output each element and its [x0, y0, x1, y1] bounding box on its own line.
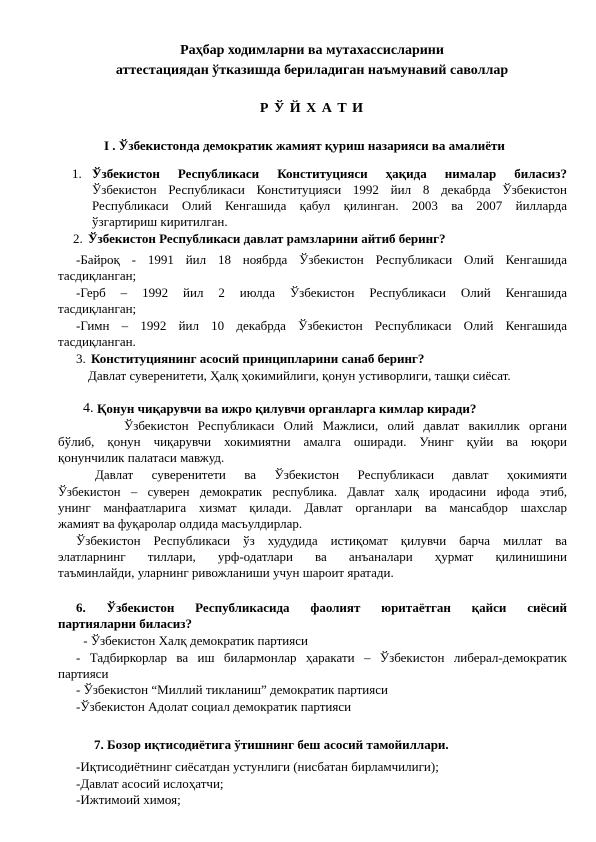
- answer-line: Ўзбекистон Республикаси Конституцияси 1992 йил 8 декабрда Ўзбекистон: [92, 182, 567, 197]
- answer-line: -Ижтимоий химоя;: [76, 792, 181, 807]
- doc-title-line1: Раҳбар ходимларни ва мутахассисларини: [180, 43, 444, 58]
- answer-line: унинг манфаатларига хизмат қилади. Давлат органлари ва мансабдор шахслар: [58, 500, 567, 515]
- answer-line: Ўзбекистон Республикаси ўз худудида истиқомат қилувчи барча миллат ва: [76, 533, 567, 548]
- answer-line: - Тадбиркорлар ва иш билармонлар ҳаракати – Ўзбекистон либерал-демократик: [76, 650, 567, 665]
- answer-line: ўзгартириш киритилган.: [92, 214, 228, 229]
- question-number: 4.: [83, 401, 94, 416]
- answer-line: тасдиқланган.: [58, 334, 136, 349]
- answer-line: -Ўзбекистон Адолат социал демократик партияси: [76, 699, 352, 714]
- question-6: 6. Ўзбекистон Республикасида фаолият юритаётган қайси сиёсий: [76, 600, 567, 615]
- answer-line: Ўзбекистон Республикаси Олий Мажлиси, олий давлат вакиллик органи: [124, 418, 567, 433]
- answer-line: тасдиқланган;: [58, 268, 137, 283]
- answer-line: - Ўзбекистон “Миллий тикланиш” демократик партияси: [76, 682, 388, 697]
- question-6-cont: партияларни биласиз?: [58, 616, 192, 631]
- answer-line: -Герб – 1992 йил 2 июлда Ўзбекистон Республикаси Олий Кенгашида: [76, 285, 567, 300]
- question-7: 7. Бозор иқтисодиётига ўтишнинг беш асосий тамойиллари.: [94, 737, 449, 752]
- question-number: 2.: [73, 231, 83, 246]
- answer-line: - Ўзбекистон Халқ демократик партияси: [80, 633, 308, 648]
- answer-line: тасдиқланган;: [58, 301, 137, 316]
- doc-title-line2: аттестациядан ўтказишда бериладиган наъмунавий саволлар: [115, 63, 509, 78]
- answer-line: қонунчилик палатаси мавжуд.: [58, 450, 225, 465]
- answer-line: -Давлат асосий ислоҳатчи;: [76, 776, 224, 791]
- question-number: 3.: [76, 351, 86, 366]
- answer-line: Ўзбекистон – суверен демократик республика. Давлат халқ иродасини ифода этиб,: [58, 485, 567, 499]
- answer-line: Давлат суверенитети ва Ўзбекистон Республикаси давлат ҳокимияти: [95, 467, 567, 482]
- answer-line: партияси: [58, 666, 109, 681]
- answer-line: элатларнинг тиллари, урф-одатлари ва анъаналари ҳурмат қилинишини: [58, 549, 567, 564]
- question-3: Конституциянинг асосий принципларини санаб беринг?: [91, 351, 425, 366]
- answer-line: бўлиб, қонун чиқарувчи хокимиятни амалга оширади. Унинг қуйи ва юқори: [58, 434, 567, 449]
- question-2: Ўзбекистон Республикаси давлат рамзларини айтиб беринг?: [88, 231, 446, 246]
- answer-line: Давлат суверенитети, Ҳалқ ҳокимийлиги, қонун устиворлиги, ташқи сиёсат.: [88, 368, 511, 383]
- answer-line: -Байроқ - 1991 йил 18 ноябрда Ўзбекистон Республикаси Олий Кенгашида: [76, 252, 567, 267]
- answer-line: -Иқтисодиётнинг сиёсатдан устунлиги (нисбатан бирламчилиги);: [76, 759, 439, 774]
- answer-line: Республикаси Олий Кенгашида қабул қилинган. 2003 ва 2007 йилларда: [92, 198, 567, 213]
- section-heading-1: I . Ўзбекистонда демократик жамият қуриш назарияси ва амалиёти: [104, 138, 505, 153]
- answer-line: жамият ва фуқаролар олдида масъулдирлар.: [58, 516, 303, 531]
- question-4: Қонун чиқарувчи ва ижро қилувчи органларга кимлар киради?: [97, 401, 477, 416]
- question-1: Ўзбекистон Республикаси Конституцияси ҳақида нималар биласиз?: [92, 166, 567, 181]
- answer-line: -Гимн – 1992 йил 10 декабрда Ўзбекистон Республикаси Олий Кенгашида: [76, 318, 567, 333]
- question-number: 1.: [72, 166, 82, 181]
- list-title: Р Ў Й Х А Т И: [259, 101, 365, 116]
- answer-line: таъминлайди, уларнинг ривожланиши учун шароит яратади.: [58, 565, 394, 580]
